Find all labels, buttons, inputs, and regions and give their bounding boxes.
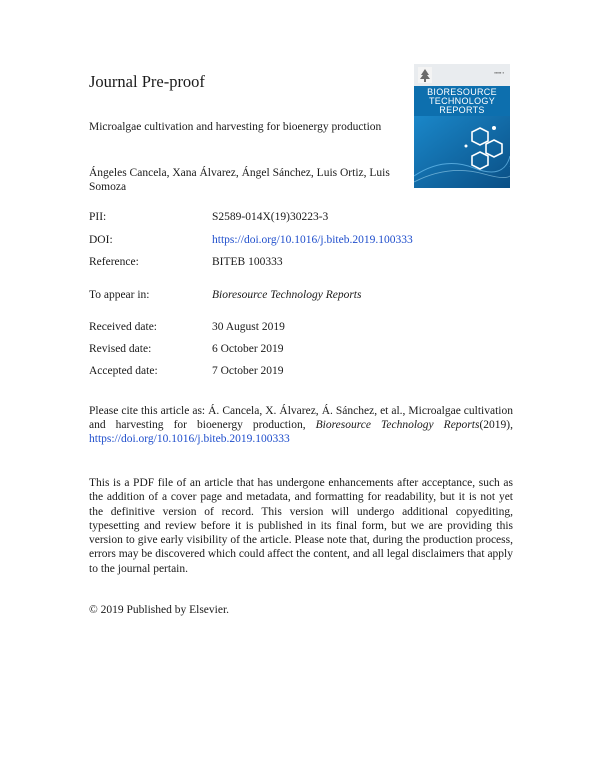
- cover-hexagon-art: [414, 116, 510, 188]
- citation-year: (2019),: [479, 419, 513, 431]
- preproof-notice-paragraph: This is a PDF file of an article that has undergone enhancements after acceptance, such as the addition of a cover page and metadata, and formatting for readability, but it is not yet the definitive version of record. This version will undergo additional copyediting, typesetting and review before it is published in its final form, but we are providing this version to give early visibility of the article. Please note that, during the production process, errors may be discovered which could affect the content, and all legal disclaimers that apply to the journal pertain.: [89, 477, 513, 575]
- accepted-date-value: 7 October 2019: [212, 365, 284, 377]
- doi-link[interactable]: https://doi.org/10.1016/j.biteb.2019.100333: [212, 234, 413, 246]
- accepted-date-label: Accepted date:: [89, 365, 158, 377]
- received-date-label: Received date:: [89, 321, 158, 333]
- received-date-value: 30 August 2019: [212, 321, 285, 333]
- cover-title-line1: BIORESOURCE: [427, 87, 497, 97]
- journal-cover-image: [414, 64, 510, 188]
- cover-strip-text: ▪▪▪▪▪ ▪: [494, 70, 504, 75]
- article-authors: Ángeles Cancela, Xana Álvarez, Ángel Sánchez, Luis Ortiz, Luis Somoza: [89, 167, 390, 193]
- cover-journal-title: [414, 88, 510, 115]
- appear-in-value: Bioresource Technology Reports: [212, 289, 362, 301]
- appear-in-label: To appear in:: [89, 289, 150, 301]
- reference-value: BITEB 100333: [212, 256, 283, 268]
- citation-journal: Bioresource Technology Reports: [315, 419, 480, 431]
- doi-label: DOI:: [89, 234, 113, 246]
- article-title: Microalgae cultivation and harvesting for bioenergy production: [89, 121, 382, 133]
- citation-prefix: Please cite this article as: Á. Cancela, X. Álvarez, Á. Sánchez, et al., Microalgae cultivation and harvesting for bioenergy production,: [89, 405, 513, 431]
- reference-label: Reference:: [89, 256, 139, 268]
- cover-title-line3: REPORTS: [439, 105, 485, 115]
- cover-title-line2: TECHNOLOGY: [428, 96, 495, 106]
- citation-doi-link[interactable]: https://doi.org/10.1016/j.biteb.2019.100333: [89, 433, 290, 445]
- elsevier-tree-logo-icon: [418, 67, 432, 83]
- pii-value: S2589-014X(19)30223-3: [212, 211, 329, 223]
- cover-top-band: [414, 64, 510, 86]
- revised-date-value: 6 October 2019: [212, 343, 284, 355]
- pii-label: PII:: [89, 211, 107, 223]
- copyright-line: © 2019 Published by Elsevier.: [89, 604, 230, 616]
- citation-paragraph: [89, 404, 513, 446]
- page-header-title: Journal Pre-proof: [89, 72, 205, 91]
- revised-date-label: Revised date:: [89, 343, 152, 355]
